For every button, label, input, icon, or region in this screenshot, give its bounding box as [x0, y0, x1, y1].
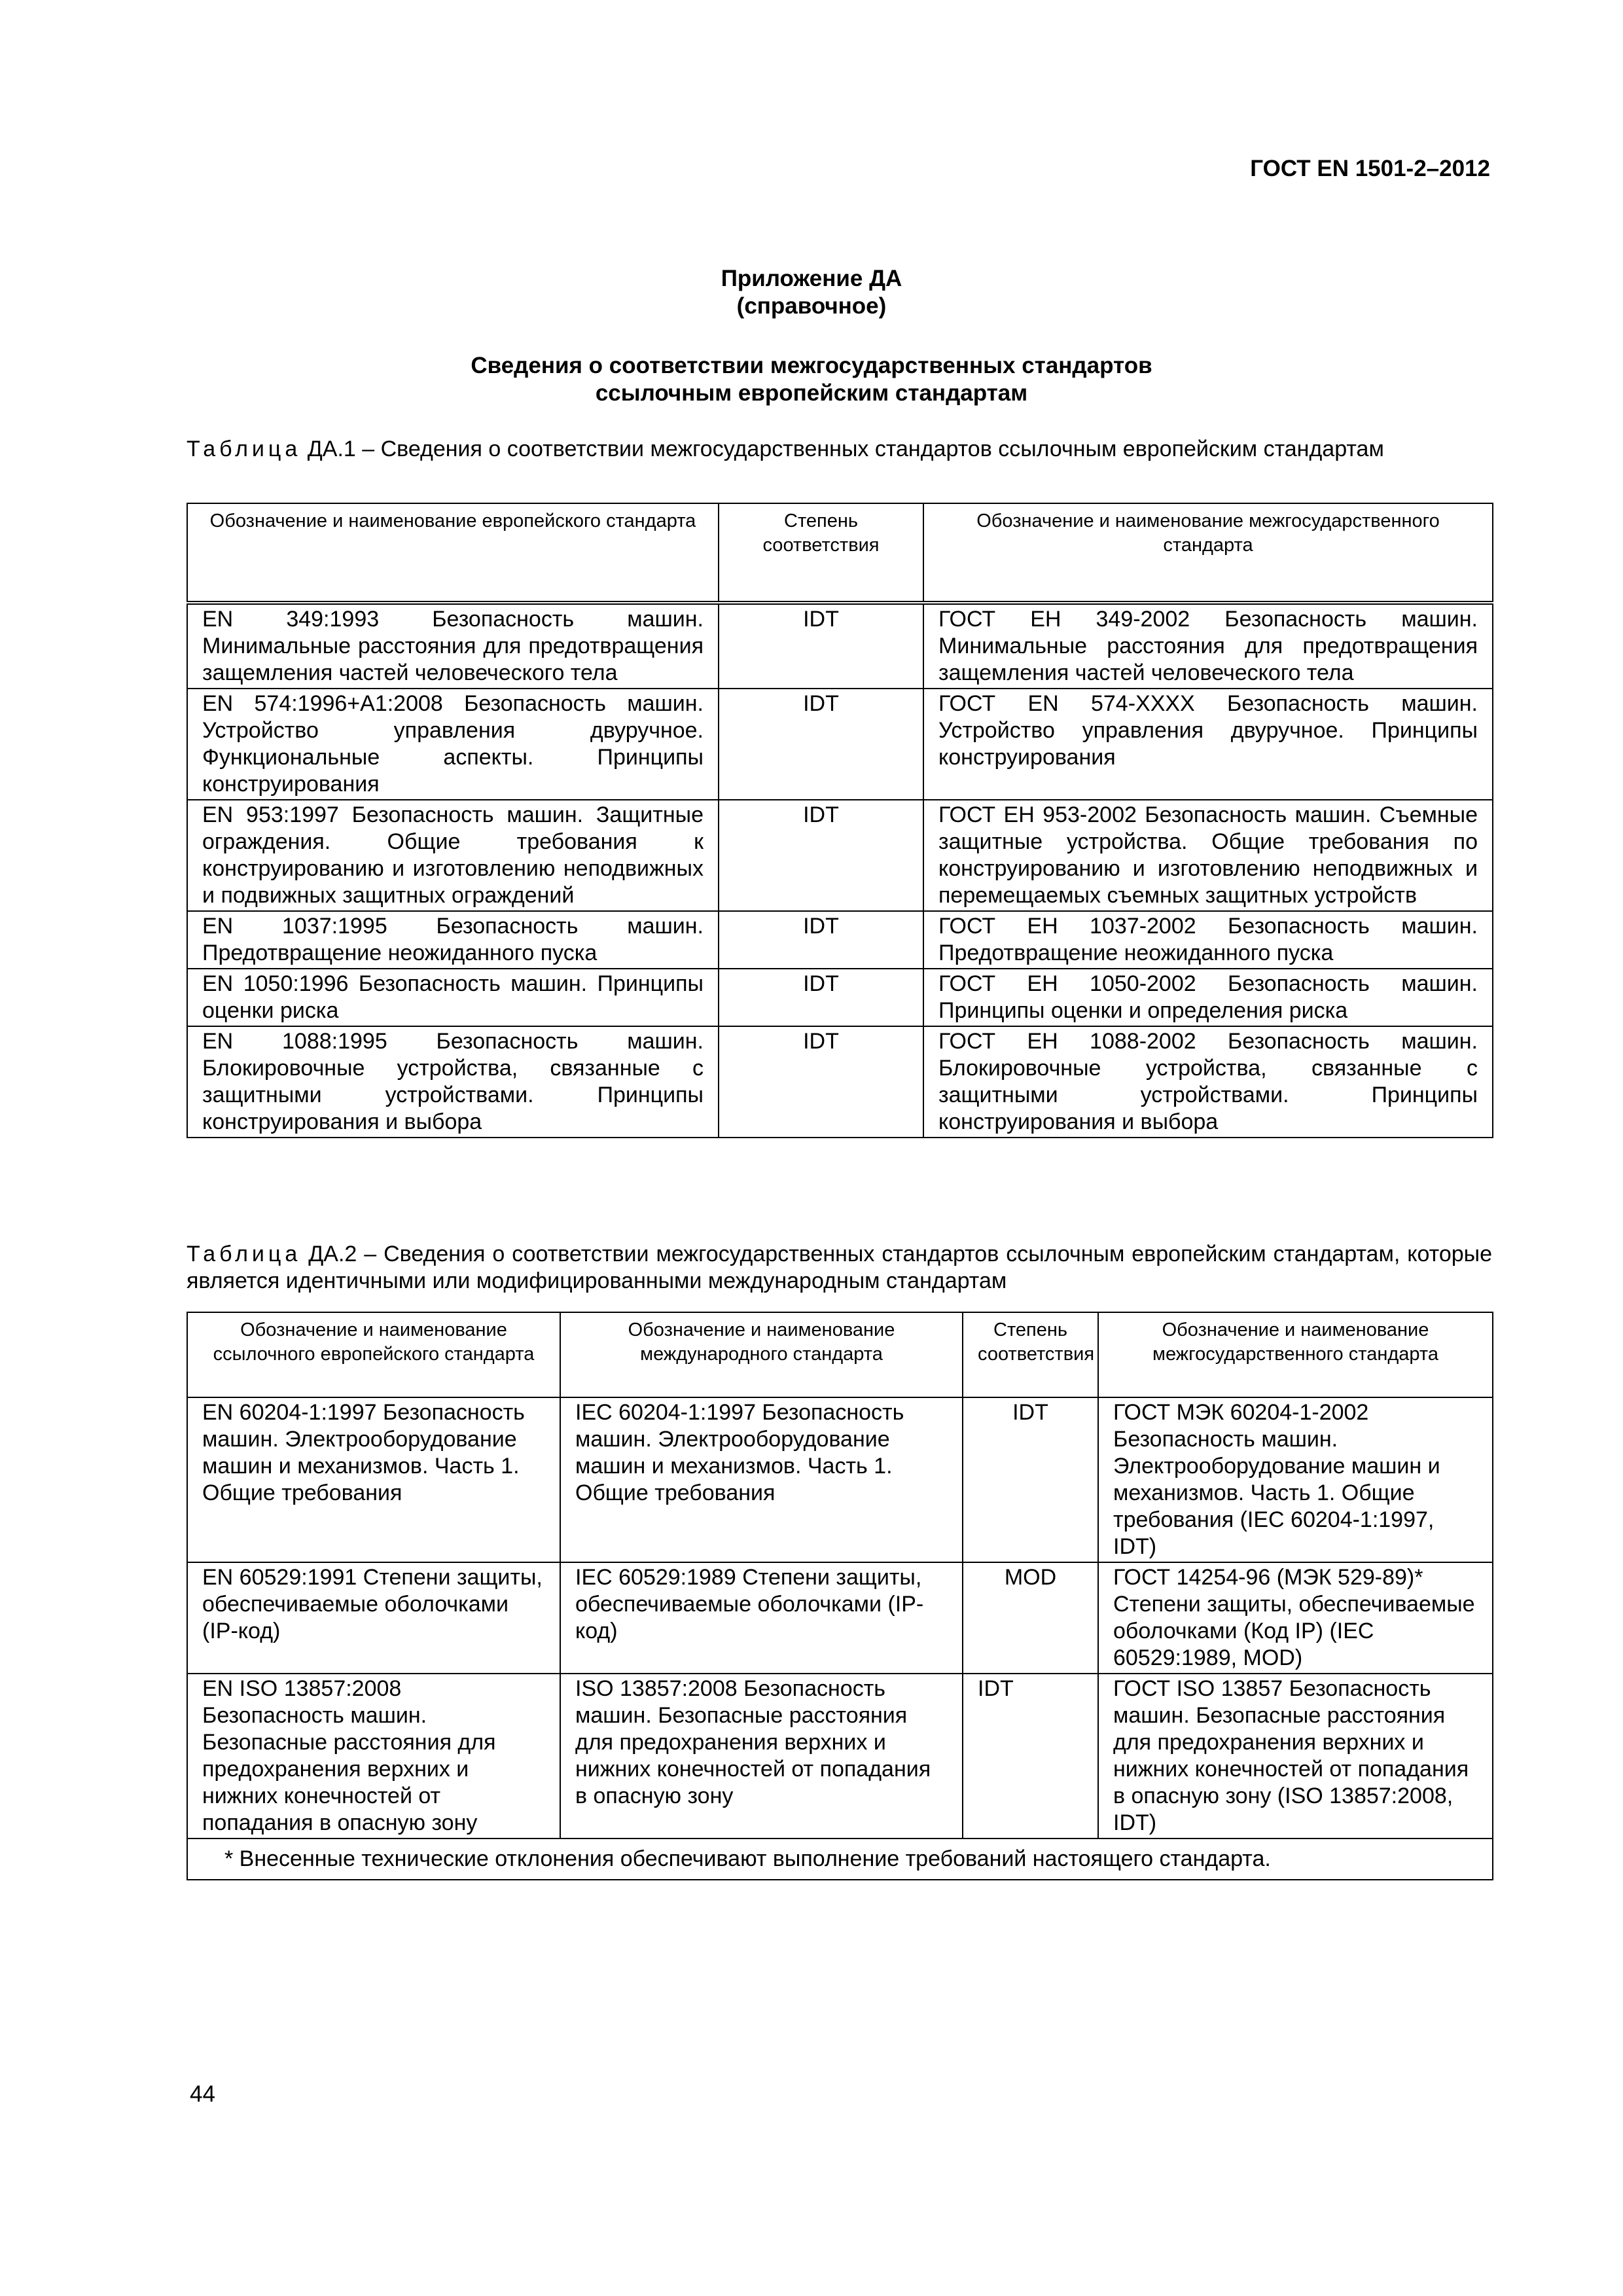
- table-1-caption-text: ДА.1 – Сведения о соответствии межгосударственных стандартов ссылочным европейским стандартам: [301, 437, 1384, 461]
- table-cell: IDT: [719, 800, 923, 911]
- table-cell: ГОСТ ЕН 1050-2002 Безопасность машин. Принципы оценки и определения риска: [923, 969, 1493, 1026]
- table-cell: ГОСТ ЕН 1088-2002 Безопасность машин. Блокировочные устройства, связанные с защитными устройствами. Принципы конструирования и выбора: [923, 1026, 1493, 1138]
- table-cell: IDT: [719, 1026, 923, 1138]
- table-cell: EN 574:1996+A1:2008 Безопасность машин. Устройство управления двуручное. Функциональные аспекты. Принципы конструирования: [187, 689, 719, 800]
- table-cell: IDT: [719, 603, 923, 689]
- table-1-header-cell: Обозначение и наименование европейского стандарта: [187, 503, 719, 603]
- table-row: [187, 1562, 1493, 1674]
- table-2: [187, 1312, 1493, 1880]
- table-cell: IDT: [963, 1674, 1098, 1839]
- table-cell: IDT: [719, 969, 923, 1026]
- table-row: [187, 1026, 1493, 1138]
- table-2-caption: [187, 1241, 1492, 1295]
- table-1: [187, 503, 1493, 1138]
- table-cell: ГОСТ ЕН 953-2002 Безопасность машин. Съемные защитные устройства. Общие требования по конструированию и изготовлению неподвижных и перемещаемых съемных защитных устройств: [923, 800, 1493, 911]
- table-row: [187, 689, 1493, 800]
- section-heading: [0, 352, 1623, 407]
- table-cell: ГОСТ ЕН 1037-2002 Безопасность машин. Предотвращение неожиданного пуска: [923, 911, 1493, 969]
- table-cell: EN 60529:1991 Степени защиты, обеспечиваемые оболочками (IP-код): [187, 1562, 560, 1674]
- document-id: ГОСТ EN 1501-2–2012: [1250, 156, 1490, 181]
- table-cell: EN ISO 13857:2008 Безопасность машин. Безопасные расстояния для предохранения верхних и нижних конечностей от попадания в опасную зону: [187, 1674, 560, 1839]
- table-cell: ГОСТ 14254-96 (МЭК 529-89)* Степени защиты, обеспечиваемые оболочками (Код IP) (IEC 60529:1989, MOD): [1098, 1562, 1493, 1674]
- table-cell: ISO 13857:2008 Безопасность машин. Безопасные расстояния для предохранения верхних и нижних конечностей от попадания в опасную зону: [560, 1674, 963, 1839]
- table-1-header-row: [187, 503, 1493, 603]
- table-2-header-cell: Обозначение и наименование международного стандарта: [560, 1312, 963, 1397]
- table-2-caption-label: Таблица: [187, 1242, 302, 1266]
- table-cell: EN 1088:1995 Безопасность машин. Блокировочные устройства, связанные с защитными устройствами. Принципы конструирования и выбора: [187, 1026, 719, 1138]
- page-number: 44: [190, 2081, 215, 2107]
- section-heading-line-2: ссылочным европейским стандартам: [595, 380, 1028, 406]
- table-1-header-cell: Степень соответствия: [719, 503, 923, 603]
- table-cell: EN 1050:1996 Безопасность машин. Принципы оценки риска: [187, 969, 719, 1026]
- table-1-caption: [187, 436, 1492, 463]
- table-cell: IEC 60204-1:1997 Безопасность машин. Электрооборудование машин и механизмов. Часть 1. Общие требования: [560, 1397, 963, 1562]
- table-1-caption-label: Таблица: [187, 437, 302, 461]
- table-footnote-row: [187, 1839, 1493, 1880]
- table-cell: EN 349:1993 Безопасность машин. Минимальные расстояния для предотвращения защемления частей человеческого тела: [187, 603, 719, 689]
- table-cell: IDT: [719, 911, 923, 969]
- table-1-header-cell: Обозначение и наименование межгосударственного стандарта: [923, 503, 1493, 603]
- table-cell: ГОСТ МЭК 60204-1-2002 Безопасность машин. Электрооборудование машин и механизмов. Часть 1. Общие требования (IEC 60204-1:1997, IDT): [1098, 1397, 1493, 1562]
- table-cell: IDT: [963, 1397, 1098, 1562]
- table-cell: EN 60204-1:1997 Безопасность машин. Электрооборудование машин и механизмов. Часть 1. Общие требования: [187, 1397, 560, 1562]
- table-cell: ГОСТ ЕН 349-2002 Безопасность машин. Минимальные расстояния для предотвращения защемления частей человеческого тела: [923, 603, 1493, 689]
- table-cell: ГОСТ ISO 13857 Безопасность машин. Безопасные расстояния для предохранения верхних и нижних конечностей от попадания в опасную зону (ISO 13857:2008, IDT): [1098, 1674, 1493, 1839]
- table-row: [187, 911, 1493, 969]
- annex-title-block: [0, 265, 1623, 320]
- table-row: [187, 1674, 1493, 1839]
- table-2-header-cell: Степень соответствия: [963, 1312, 1098, 1397]
- table-cell: EN 953:1997 Безопасность машин. Защитные ограждения. Общие требования к конструированию и изготовлению неподвижных и подвижных защитных ограждений: [187, 800, 719, 911]
- table-row: [187, 969, 1493, 1026]
- annex-title: Приложение ДА: [721, 266, 902, 291]
- table-cell: EN 1037:1995 Безопасность машин. Предотвращение неожиданного пуска: [187, 911, 719, 969]
- table-row: [187, 603, 1493, 689]
- table-cell: ГОСТ EN 574-XXXX Безопасность машин. Устройство управления двуручное. Принципы конструирования: [923, 689, 1493, 800]
- table-row: [187, 1397, 1493, 1562]
- table-2-header-cell: Обозначение и наименование межгосударственного стандарта: [1098, 1312, 1493, 1397]
- table-cell: IDT: [719, 689, 923, 800]
- section-heading-line-1: Сведения о соответствии межгосударственных стандартов: [471, 353, 1152, 378]
- table-cell: IEC 60529:1989 Степени защиты, обеспечиваемые оболочками (IP-код): [560, 1562, 963, 1674]
- table-row: [187, 800, 1493, 911]
- table-cell: MOD: [963, 1562, 1098, 1674]
- annex-subtitle: (справочное): [736, 293, 887, 319]
- table-2-caption-text: ДА.2 – Сведения о соответствии межгосударственных стандартов ссылочным европейским стандартам, которые является идентичными или модифицированными международным стандартам: [187, 1242, 1492, 1293]
- table-footnote: * Внесенные технические отклонения обеспечивают выполнение требований настоящего стандарта.: [187, 1839, 1493, 1880]
- table-2-header-row: [187, 1312, 1493, 1397]
- table-2-header-cell: Обозначение и наименование ссылочного европейского стандарта: [187, 1312, 560, 1397]
